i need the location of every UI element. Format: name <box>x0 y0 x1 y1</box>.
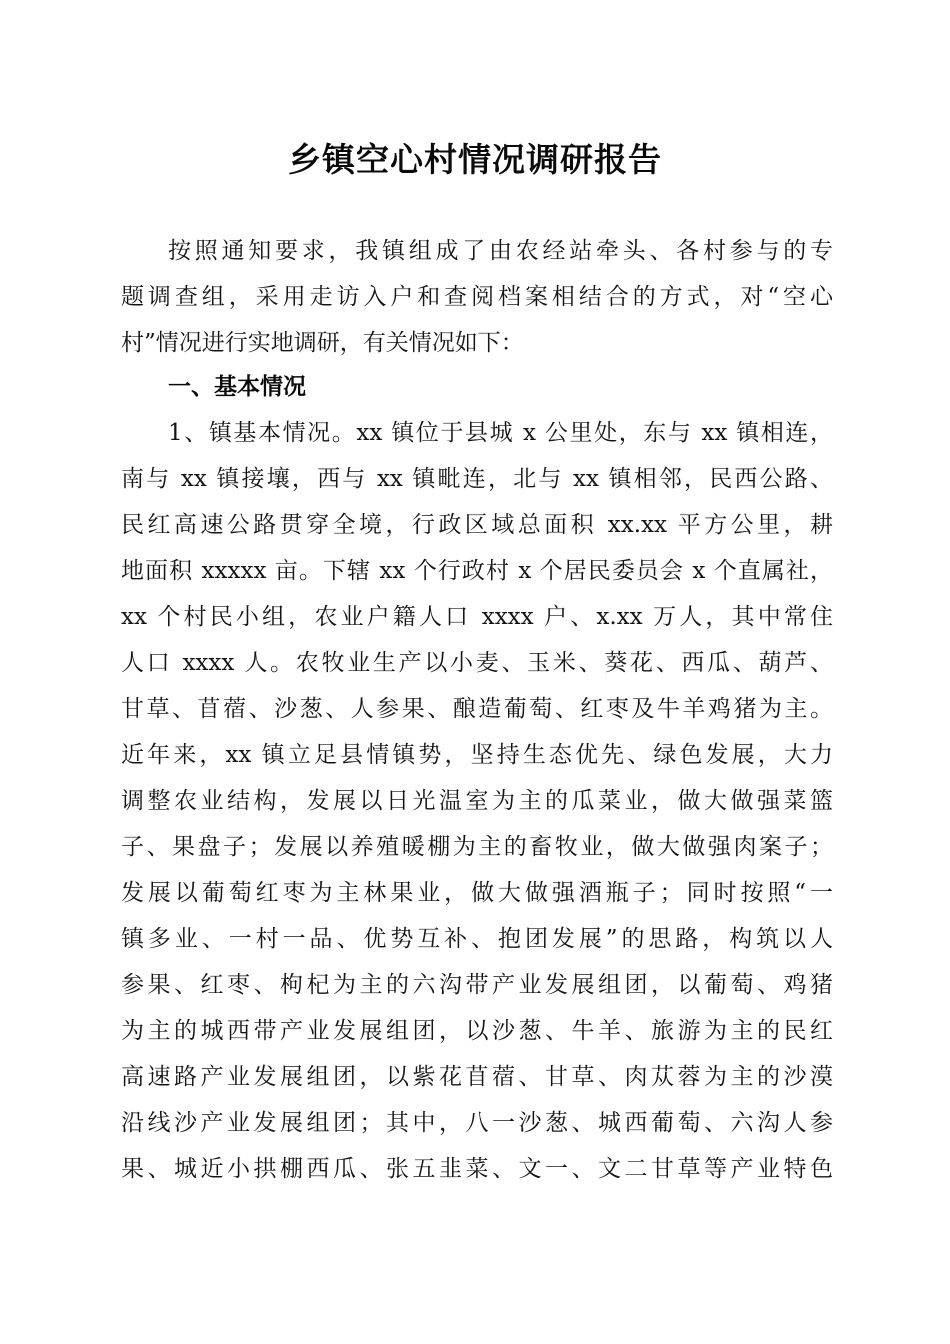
body-line: 发展以葡萄红枣为主林果业，做大做强酒瓶子；同时按照“一 <box>121 880 833 906</box>
intro-line: 按照通知要求，我镇组成了由农经站牵头、各村参与的专 <box>168 238 833 264</box>
body-line: 果、城近小拱棚西瓜、张五韭菜、文一、文二甘草等产业特色 <box>121 1156 833 1182</box>
body-line: 南与 xx 镇接壤，西与 xx 镇毗连，北与 xx 镇相邻，民西公路、 <box>121 466 833 492</box>
body-line: 子、果盘子；发展以养殖暖棚为主的畜牧业，做大做强肉案子； <box>121 834 833 860</box>
document-title: 乡镇空心村情况调研报告 <box>288 140 662 179</box>
body-line: 甘草、苜蓿、沙葱、人参果、酿造葡萄、红枣及牛羊鸡猪为主。 <box>121 696 833 722</box>
intro-line: 题调查组，采用走访入户和查阅档案相结合的方式，对“空心 <box>121 284 833 310</box>
body-line: 地面积 xxxxx 亩。下辖 xx 个行政村 x 个居民委员会 x 个直属社， <box>121 558 833 584</box>
section-heading: 一、基本情况 <box>168 374 306 400</box>
body-line: 镇多业、一村一品、优势互补、抱团发展”的思路，构筑以人 <box>121 926 833 952</box>
body-line: 近年来，xx 镇立足县情镇势，坚持生态优先、绿色发展，大力 <box>121 742 833 768</box>
body-line: 1、镇基本情况。xx 镇位于县城 x 公里处，东与 xx 镇相连， <box>168 420 833 446</box>
body-line: 民红高速公路贯穿全境，行政区域总面积 xx.xx 平方公里，耕 <box>121 512 833 538</box>
body-line: 参果、红枣、枸杞为主的六沟带产业发展组团，以葡萄、鸡猪 <box>121 972 833 998</box>
body-line: 调整农业结构，发展以日光温室为主的瓜菜业，做大做强菜篮 <box>121 788 833 814</box>
body-line: 高速路产业发展组团，以紫花苜蓿、甘草、肉苁蓉为主的沙漠 <box>121 1064 833 1090</box>
intro-line: 村”情况进行实地调研，有关情况如下： <box>121 330 524 356</box>
body-line: 沿线沙产业发展组团；其中，八一沙葱、城西葡萄、六沟人参 <box>121 1110 833 1136</box>
body-line: 为主的城西带产业发展组团，以沙葱、牛羊、旅游为主的民红 <box>121 1018 833 1044</box>
body-line: xx 个村民小组，农业户籍人口 xxxx 户、x.xx 万人，其中常住 <box>121 604 833 630</box>
body-line: 人口 xxxx 人。农牧业生产以小麦、玉米、葵花、西瓜、葫芦、 <box>121 650 833 676</box>
